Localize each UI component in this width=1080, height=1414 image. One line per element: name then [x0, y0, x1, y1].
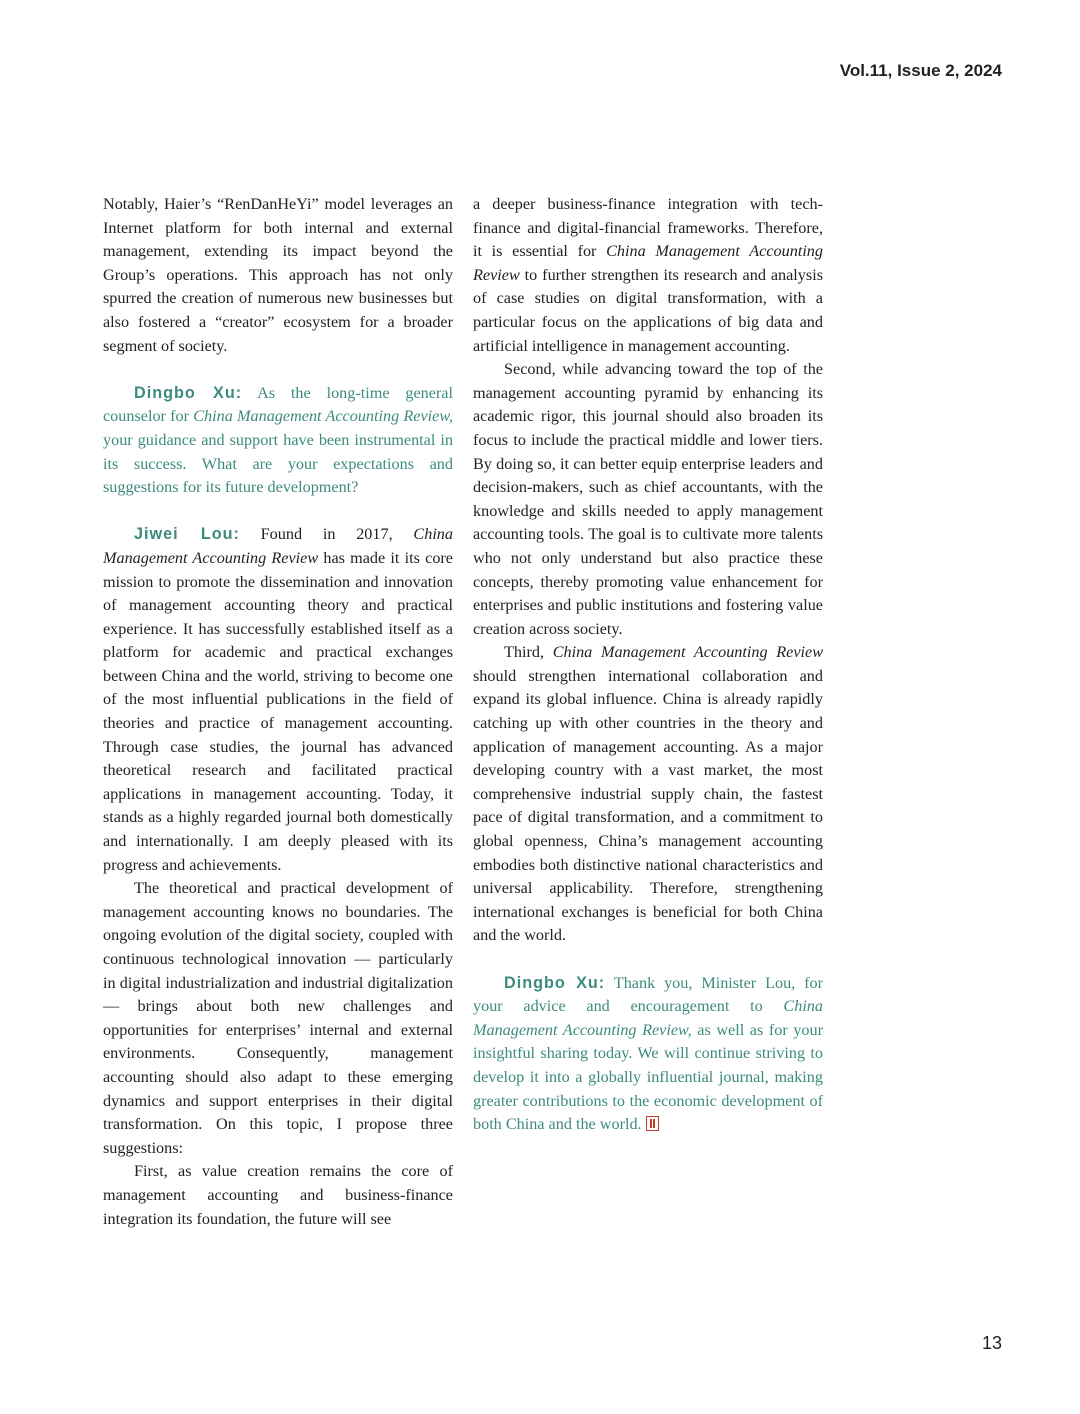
page-number: 13 — [981, 1333, 1002, 1353]
paragraph-second-suggestion: Second, while advancing toward the top of the management accounting pyramid by enhancing its academic rigor, this journal should also broaden its focus to include the practical middle and lower tiers. By doing so, it can better equip enterprise leaders and decision-makers, such as chief accountants, with the knowledge and skills needed to apply management accounting tools. The goal is to cultivate more talents who not only understand but also practice these concepts, thereby promoting value enhancement for enterprises and public institutions and fostering value creation across society. — [473, 360, 823, 638]
issue-header: Vol.11, Issue 2, 2024 — [839, 61, 1002, 80]
journal-title: China Management Accounting Review — [473, 242, 823, 284]
right-column — [473, 193, 823, 1137]
paragraph-first-suggestion-cont: a deeper business-finance integration with tech-finance and digital-financial frameworks. Therefore, it is essential for China Management Accounting Review to further strengthen its research and analysis of case studies on digital transformation, with a particular focus on the applications of big data and artificial intelligence in management accounting. — [473, 195, 823, 355]
paragraph-development: The theoretical and practical development of management accounting knows no boundaries. The ongoing evolution of the digital society, coupled with continuous technological innovation — particularly in digital industrialization and industrial digitalization — brings about both new challenges and opportunities for enterprises’ internal and external environments. Consequently, management accounting should also adapt to these emerging dynamics and support enterprises in their digital transformation. On this topic, I propose three suggestions: — [103, 879, 453, 1157]
journal-title: China Management Accounting Review — [103, 525, 453, 567]
paragraph-haier-model: Notably, Haier’s “RenDanHeYi” model leverages an Internet platform for both internal and external management, extending its impact beyond the Group’s operations. This approach has not only spurred the creation of numerous new businesses but also fostered a “creator” ecosystem for a broader segment of society. — [103, 195, 453, 355]
paragraph-first-suggestion: First, as value creation remains the core of management accounting and business-finance integration its foundation, the future will see — [103, 1162, 453, 1228]
answer-journal-mission: Jiwei Lou: Found in 2017, China Management Accounting Review has made it its core mission to promote the dissemination and innovation of management accounting theory and practical experience. It has successfully established itself as a platform for academic and practical exchanges between China and the world, striving to become one of the most influential publications in the field of theories and practice of management accounting. Through case studies, the journal has advanced theoretical research and facilitated practical applications in management accounting. Today, it stands as a highly regarded journal both domestically and internationally. I am deeply pleased with its progress and achievements. — [103, 525, 453, 874]
left-column — [103, 193, 453, 1231]
journal-title: China Management Accounting Review, — [473, 997, 823, 1039]
closing-remarks: Dingbo Xu: Thank you, Minister Lou, for your advice and encouragement to China Management Accounting Review, as well as for your insightful sharing today. We will continue striving to develop it into a globally influential journal, making greater contributions to the economic development of both China and the world. — [473, 973, 823, 1134]
speaker-dingbo-xu: Dingbo Xu: — [134, 383, 243, 402]
journal-title: China Management Accounting Review, — [193, 407, 453, 426]
end-of-article-icon — [646, 1116, 659, 1131]
speaker-jiwei-lou: Jiwei Lou: — [134, 525, 240, 544]
question-expectations: Dingbo Xu: As the long-time general counselor for China Management Accounting Review, your guidance and support have been instrumental in its success. What are your expectations and suggestions for its future development? — [103, 383, 453, 497]
speaker-dingbo-xu: Dingbo Xu: — [504, 973, 606, 992]
journal-title: China Management Accounting Review — [552, 643, 823, 662]
paragraph-third-suggestion: Third, China Management Accounting Review should strengthen international collaboration and expand its global influence. China is already rapidly catching up with other countries in the theory and application of management accounting. As a major developing country with a vast market, the most comprehensive industrial supply chain, the fastest pace of digital transformation, and a commitment to global openness, China’s management accounting embodies both distinctive national characteristics and universal applicability. Therefore, strengthening international exchanges is beneficial for both China and the world. — [473, 643, 823, 945]
